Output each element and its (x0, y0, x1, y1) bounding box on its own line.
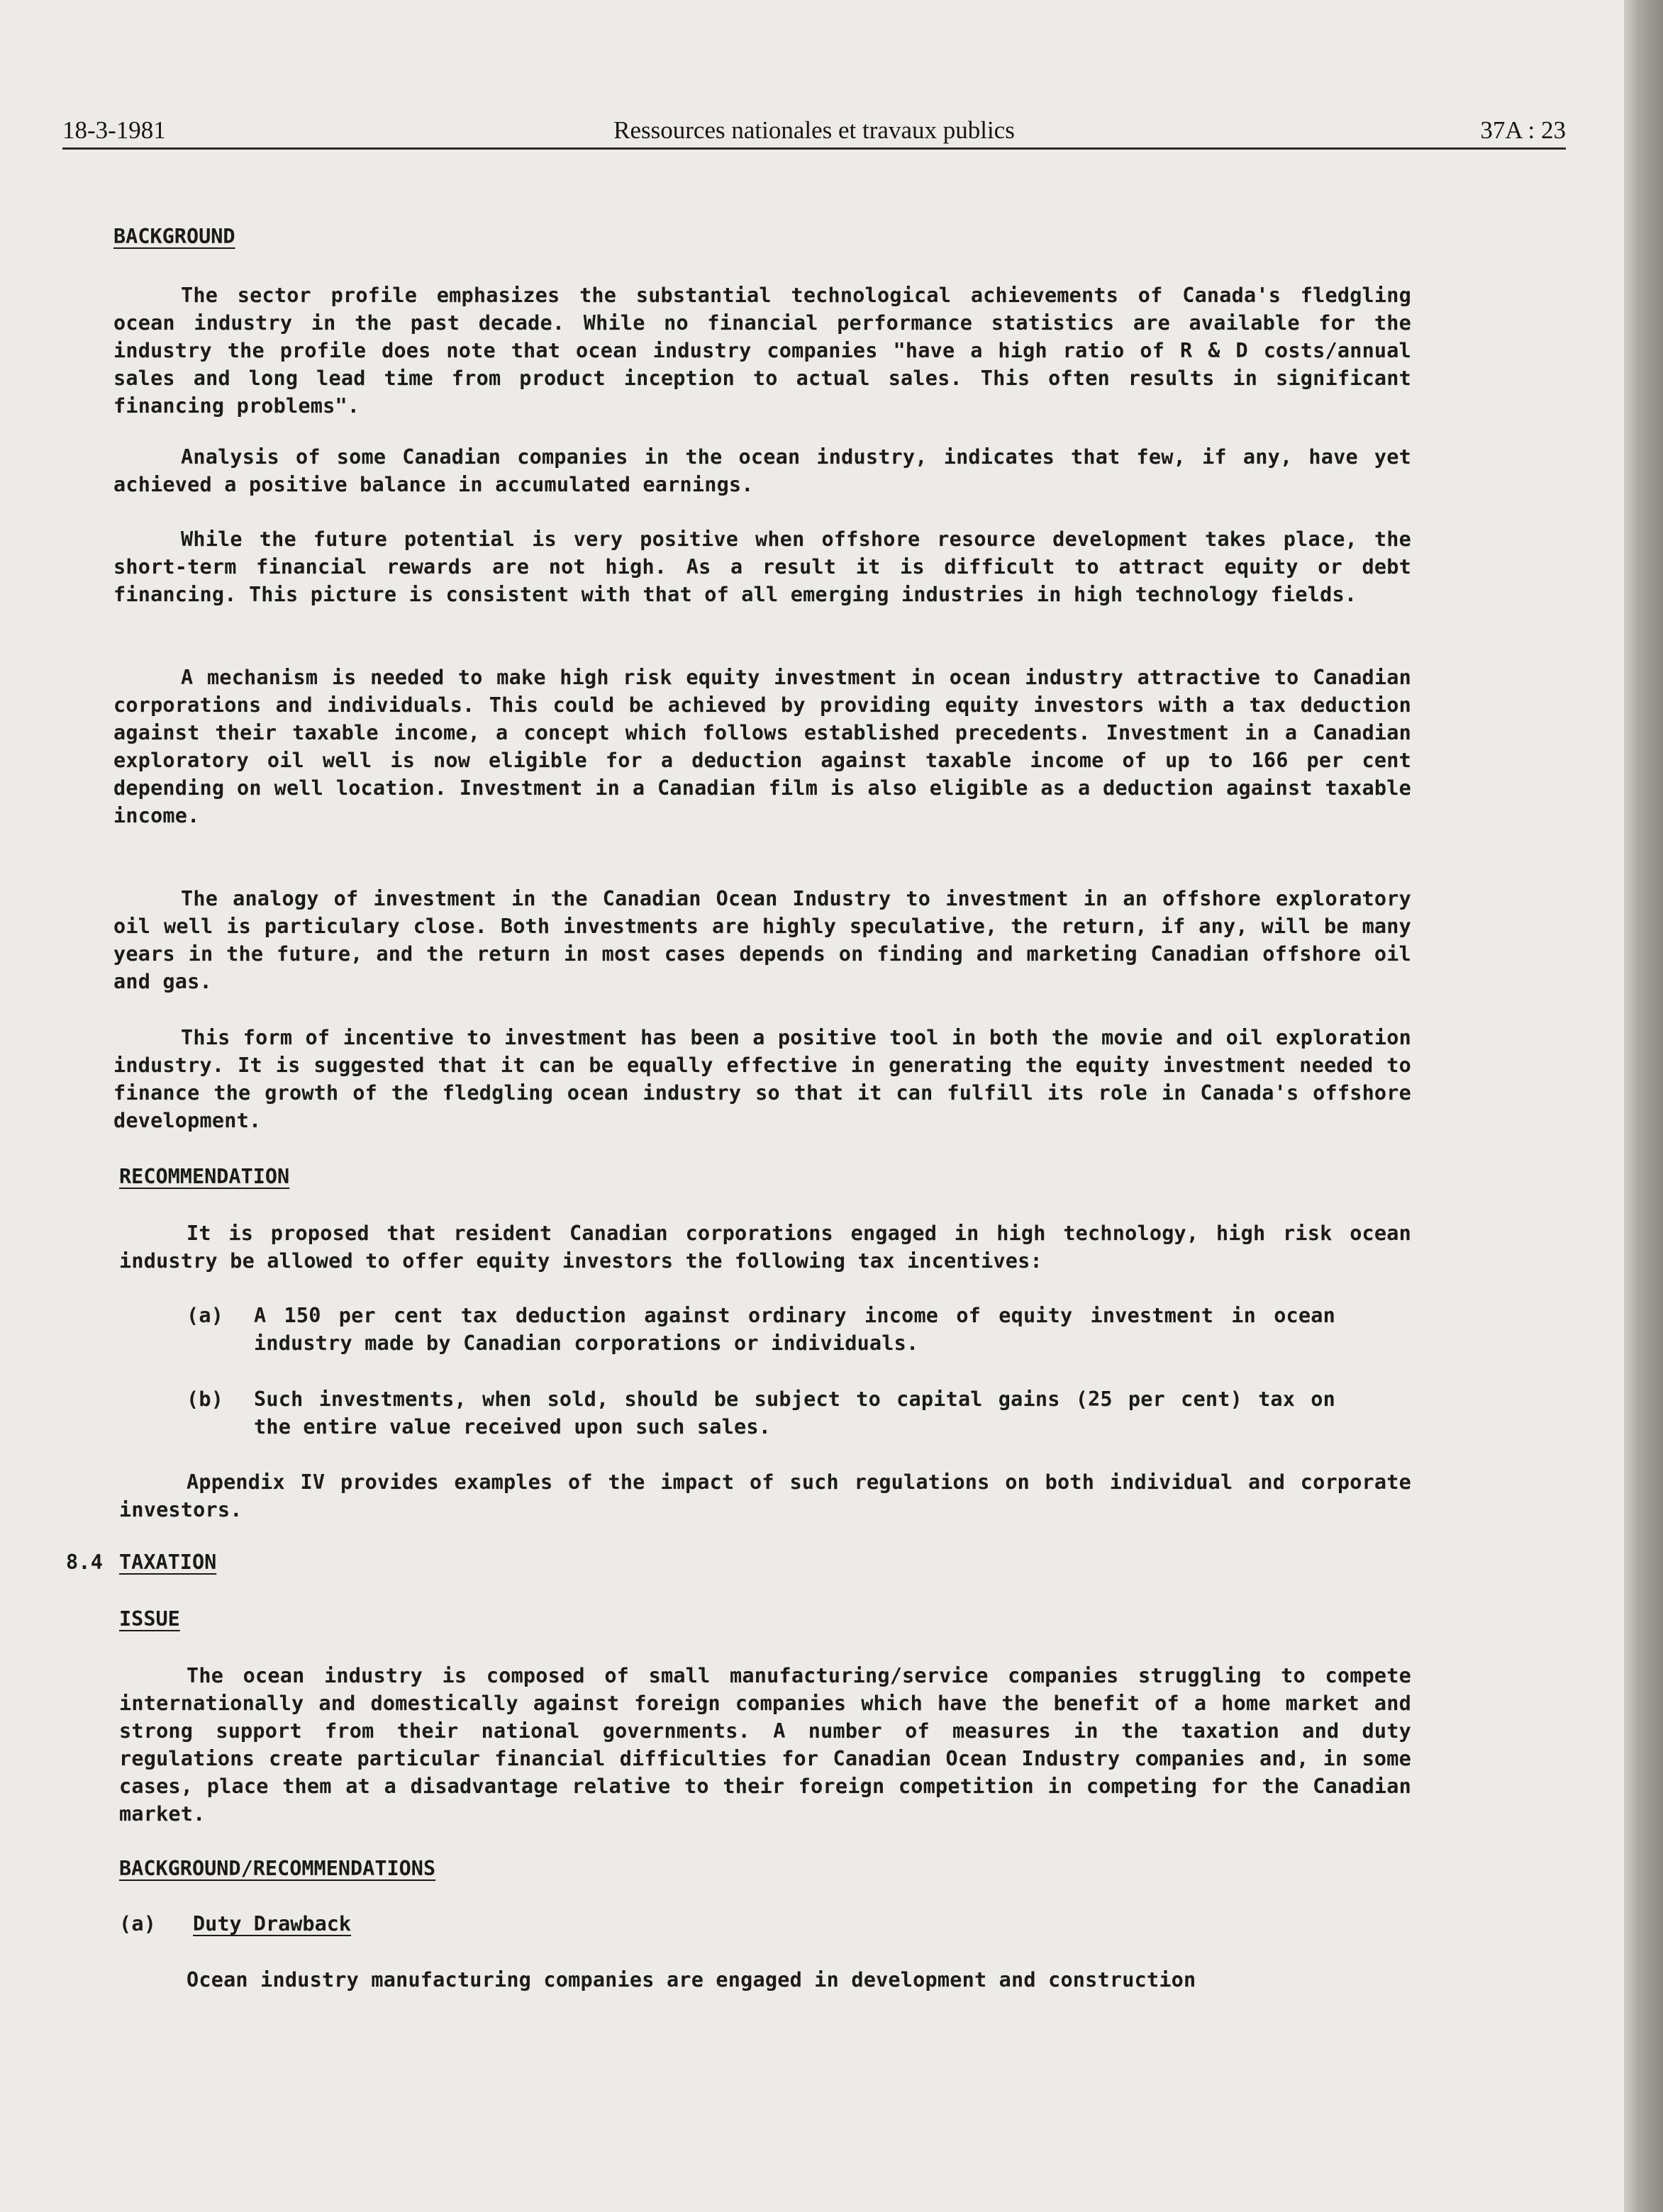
section-number: 8.4 (66, 1551, 104, 1574)
background-paragraph-6: This form of incentive to investment has been a positive tool in both the movie and oil exploration industry. It is suggested that it can be equally effective in generating the equity investment needed to finance the growth of the fledgling ocean industry so that it can fulfill its role in Canada's offshore development. (113, 1026, 1411, 1132)
item-text: Such investments, when sold, should be subject to capital gains (25 per cent) tax on the entire value received upon such sales. (254, 1387, 1335, 1439)
issue-heading: ISSUE (119, 1607, 180, 1631)
header-date: 18-3-1981 (62, 116, 166, 144)
background-paragraph-3: While the future potential is very positive when offshore resource development takes place, the short-term financial rewards are not high. As a result it is difficult to attract equity or debt financing. This picture is consistent with that of all emerging industries in high technology fields. (113, 527, 1411, 606)
item-label: (b) (187, 1387, 224, 1411)
subsection-paragraph: Ocean industry manufacturing companies are engaged in development and construction (187, 1968, 1196, 1992)
recommendation-item-b (187, 1385, 1335, 1441)
recommendation-intro: It is proposed that resident Canadian corporations engaged in high technology, high risk ocean industry be allowed to offer equity investors the following tax incentives: (119, 1222, 1411, 1273)
background-paragraph-4: A mechanism is needed to make high risk equity investment in ocean industry attractive to Canadian corporations and individuals. This could be achieved by providing equity investors with a tax deduction against their taxable income, a concept which follows established precedents. Investment in a Canadian exploratory oil well is now eligible for a deduction against taxable income of up to 166 per cent depending on well location. Investment in a Canadian film is also eligible as a deduction against taxable income. (113, 666, 1411, 827)
header-page-number: 37A : 23 (1480, 116, 1566, 144)
background-paragraph-5: The analogy of investment in the Canadian Ocean Industry to investment in an offshore exploratory oil well is particulary close. Both investments are highly speculative, the return, if any, will be many years in the future, and the return in most cases depends on finding and marketing Canadian offshore oil and gas. (113, 887, 1411, 993)
issue-paragraph: The ocean industry is composed of small manufacturing/service companies struggling to compete internationally and domestically against foreign companies which have the benefit of a home market and strong support from their national governments. A number of measures in the taxation and duty regulations create particular financial difficulties for Canadian Ocean Industry companies and, in some cases, place them at a disadvantage relative to their foreign competition in competing for the Canadian market. (119, 1664, 1411, 1826)
item-text: A 150 per cent tax deduction against ordinary income of equity investment in ocean industry made by Canadian corporations or individuals. (254, 1304, 1335, 1355)
section-title: TAXATION (119, 1551, 217, 1574)
appendix-note: Appendix IV provides examples of the impact of such regulations on both individual and corporate investors. (119, 1470, 1411, 1521)
binding-edge (1624, 0, 1663, 2212)
header-title: Ressources nationales et travaux publics (613, 116, 1015, 144)
background-recommendations-heading: BACKGROUND/RECOMMENDATIONS (119, 1857, 436, 1880)
background-heading: BACKGROUND (113, 225, 235, 248)
subsection-label: (a) (119, 1912, 157, 1936)
background-paragraph-2: Analysis of some Canadian companies in the ocean industry, indicates that few, if any, have yet achieved a positive balance in accumulated earnings. (113, 445, 1411, 496)
item-label: (a) (187, 1304, 224, 1327)
background-paragraph-1: The sector profile emphasizes the substantial technological achievements of Canada's fledgling ocean industry in the past decade. While no financial performance statistics are available for the industry the profile does note that ocean industry companies "have a high ratio of R & D costs/annual sales and long lead time from product inception to actual sales. This often results in significant financing problems". (113, 284, 1411, 418)
subsection-title: Duty Drawback (193, 1912, 352, 1936)
recommendation-item-a (187, 1302, 1335, 1357)
running-header (62, 116, 1566, 152)
recommendation-heading: RECOMMENDATION (119, 1165, 290, 1188)
header-rule (62, 147, 1566, 150)
